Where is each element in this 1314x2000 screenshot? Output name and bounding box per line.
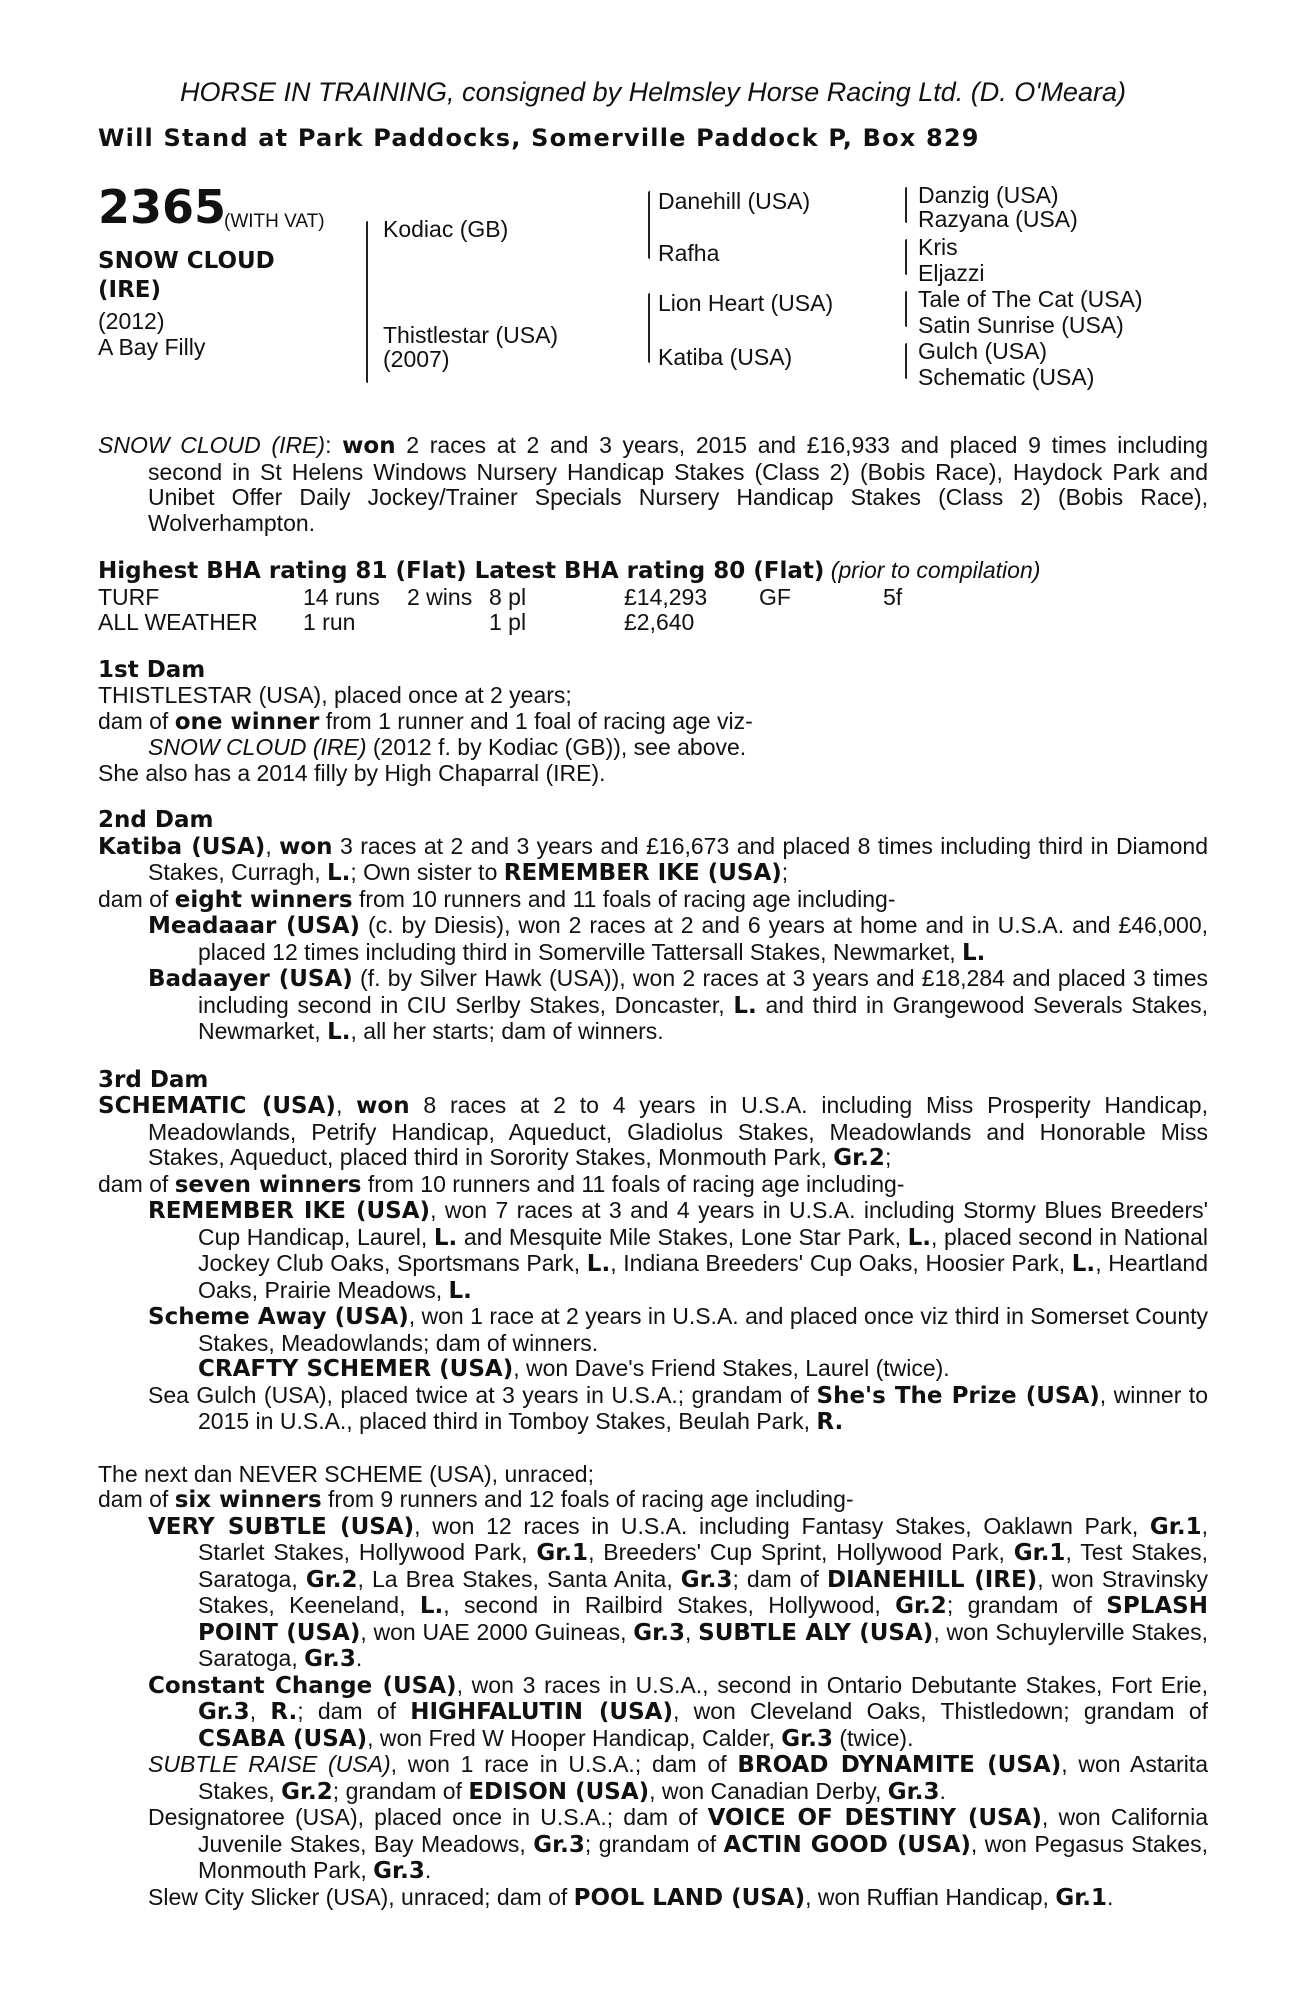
section-heading: 2nd Dam <box>98 807 214 833</box>
race-record-table <box>98 585 1208 636</box>
record-cell: GF <box>759 583 791 610</box>
record-cell: 2 wins <box>407 583 473 610</box>
dam-entry: THISTLESTAR (USA), placed once at 2 years; <box>98 682 572 708</box>
fourth-dam-section <box>98 1462 1208 1912</box>
dam-produce-line: dam of seven winners from 10 runners and 11 foals of racing age including- <box>98 1170 905 1198</box>
dam-entry: Katiba (USA), won 3 races at 2 and 3 years and £16,673 and placed 8 times including third in Diamond Stakes, Curragh, L.; Own sister to REMEMBER IKE (USA); <box>98 832 1208 886</box>
ratings-section <box>98 558 1208 636</box>
ratings-line: Highest BHA rating 81 (Flat) Latest BHA rating 80 (Flat) (prior to compilation) <box>98 557 1041 584</box>
produce-entry: Designatoree (USA), placed once in U.S.A.; dam of VOICE OF DESTINY (USA), won California Juvenile Stakes, Bay Meadows, Gr.3; grandam of ACTIN GOOD (USA), won Pegasus Stakes, Monmouth Park, Gr.3. <box>148 1804 1208 1884</box>
dam-year: (2007) <box>383 346 450 372</box>
third-dam-section <box>98 1068 1208 1436</box>
section-heading: 1st Dam <box>98 656 206 683</box>
catalogue-page <box>98 77 1209 1911</box>
pedigree-section <box>98 181 1208 411</box>
record-cell: 5f <box>883 583 903 610</box>
section-heading: 3rd Dam <box>98 1066 209 1093</box>
lot-number: 2365 <box>98 180 227 234</box>
foaling-year: (2012) <box>98 308 165 334</box>
produce-entry: REMEMBER IKE (USA), won 7 races at 3 and 4 years in U.S.A. including Stormy Blues Breeders' Cup Handicap, Laurel, L. and Mesquite Mile Stakes, Lone Star Park, L., placed second in National Jockey Club Oaks, Sportsmans Park, L., Indiana Breeders' Cup Oaks, Hoosier Park, L., Heartland Oaks, Prairie Meadows, L. <box>148 1197 1208 1304</box>
produce-entry: SNOW CLOUD (IRE) (2012 f. by Kodiac (GB)), see above. <box>148 734 747 760</box>
produce-entry: Meadaaar (USA) (c. by Diesis), won 2 races at 2 and 6 years at home and in U.S.A. and £46,000, placed 12 times including third in Somerville Tattersall Stakes, Newmarket, L. <box>148 912 1208 966</box>
produce-entry: Scheme Away (USA), won 1 race at 2 years in U.S.A. and placed once viz third in Somerset County Stakes, Meadowlands; dam of winners. <box>148 1303 1209 1356</box>
sire-dam-sire: Kris <box>918 234 958 260</box>
record-cell: £2,640 <box>624 609 695 635</box>
produce-entry: Badaayer (USA) (f. by Silver Hawk (USA)), won 2 races at 3 years and £18,284 and placed 3 times including second in CIU Serlby Stakes, Doncaster, L. and third in Grangewood Severals Stakes, Newmarket, L., all her starts; dam of winners. <box>148 965 1208 1045</box>
record-cell: £14,293 <box>624 583 708 610</box>
sire-sire-sire: Danzig (USA) <box>918 182 1059 208</box>
dam-sire: Lion Heart (USA) <box>658 290 834 316</box>
pedigree-brace <box>905 291 907 327</box>
horse-name-line1: SNOW CLOUD <box>98 248 275 274</box>
pedigree-brace <box>905 239 907 275</box>
produce-sub-entry: CRAFTY SCHEMER (USA), won Dave's Friend Stakes, Laurel (twice). <box>198 1355 950 1382</box>
dam-note: She also has a 2014 filly by High Chaparral (IRE). <box>98 759 606 786</box>
sire-dam-dam: Eljazzi <box>918 260 985 286</box>
stand-location: Will Stand at Park Paddocks, Somerville Paddock P, Box 829 <box>98 123 980 152</box>
dam-dam-sire: Gulch (USA) <box>918 338 1048 364</box>
produce-entry: Sea Gulch (USA), placed twice at 3 years in U.S.A.; grandam of She's The Prize (USA), winner to 2015 in U.S.A., placed third in Tomboy Stakes, Beulah Park, R. <box>148 1381 1208 1435</box>
horse-name-line2: (IRE) <box>98 277 162 303</box>
second-dam-section <box>98 808 1208 1046</box>
first-dam-section <box>98 658 1208 787</box>
record-cell <box>759 610 849 636</box>
dam-sire-sire: Tale of The Cat (USA) <box>918 286 1143 312</box>
pedigree-brace <box>905 343 907 379</box>
pedigree-brace <box>366 221 368 383</box>
dam-produce-line: dam of eight winners from 10 runners and 11 foals of racing age including- <box>98 885 896 913</box>
record-cell: 14 runs <box>303 583 380 610</box>
horse-description: A Bay Filly <box>98 334 206 360</box>
race-summary: SNOW CLOUD (IRE): won 2 races at 2 and 3 years, 2015 and £16,933 and placed 9 times including second in St Helens Windows Nursery Handicap Stakes (Class 2) (Bobis Race), Haydock Park and Unibet Offer Daily Jockey/Trainer Specials Nursery Handicap Stakes (Class 2) (Bobis Race), Wolverhampton. <box>98 432 1209 536</box>
dam-entry: The next dan NEVER SCHEME (USA), unraced; <box>98 1460 594 1487</box>
dam-dam: Katiba (USA) <box>658 344 793 370</box>
record-cell: TURF <box>98 583 160 610</box>
produce-entry: VERY SUBTLE (USA), won 12 races in U.S.A. including Fantasy Stakes, Oaklawn Park, Gr.1, Starlet Stakes, Hollywood Park, Gr.1, Breeders' Cup Sprint, Hollywood Park, Gr.1, Test Stakes, Saratoga, Gr.2, La Brea Stakes, Santa Anita, Gr.3; dam of DIANEHILL (IRE), won Stravinsky Stakes, Keeneland, L., second in Railbird Stakes, Hollywood, Gr.2; grandam of SPLASH POINT (USA), won UAE 2000 Guineas, Gr.3, SUBTLE ALY (USA), won Schuylerville Stakes, Saratoga, Gr.3. <box>148 1512 1209 1672</box>
horse-name <box>98 247 318 305</box>
record-cell: 1 pl <box>489 609 527 635</box>
dam: Thistlestar (USA) <box>383 322 559 348</box>
dam-produce-line: dam of six winners from 9 runners and 12 foals of racing age including- <box>98 1486 854 1513</box>
record-cell: ALL WEATHER <box>98 609 258 635</box>
vat-label: (WITH VAT) <box>224 211 325 232</box>
pedigree-brace <box>648 293 650 363</box>
sire-sire: Danehill (USA) <box>658 188 811 214</box>
pedigree-brace <box>648 191 650 259</box>
record-cell: 8 pl <box>489 583 527 610</box>
dam-dam-dam: Schematic (USA) <box>918 364 1095 390</box>
dam-sire-dam: Satin Sunrise (USA) <box>918 312 1124 338</box>
produce-entry: SUBTLE RAISE (USA), won 1 race in U.S.A.; dam of BROAD DYNAMITE (USA), won Astarita Stakes, Gr.2; grandam of EDISON (USA), won Canadian Derby, Gr.3. <box>148 1751 1208 1805</box>
sire-sire-dam: Razyana (USA) <box>918 206 1078 232</box>
pedigree-brace <box>905 187 907 223</box>
dam-entry: SCHEMATIC (USA), won 8 races at 2 to 4 years in U.S.A. including Miss Prosperity Handicap, Meadowlands, Petrify Handicap, Aqueduct, Gladiolus Stakes, Meadowlands and Honorable Miss Stakes, Aqueduct, placed third in Sorority Stakes, Monmouth Park, Gr.2; <box>98 1092 1208 1171</box>
dam-produce-line: dam of one winner from 1 runner and 1 foal of racing age viz- <box>98 707 753 735</box>
produce-entry: Slew City Slicker (USA), unraced; dam of POOL LAND (USA), won Ruffian Handicap, Gr.1. <box>148 1883 1114 1911</box>
consignor-header: HORSE IN TRAINING, consigned by Helmsley Horse Racing Ltd. (D. O'Meara) <box>180 77 1126 107</box>
produce-entry: Constant Change (USA), won 3 races in U.S.A., second in Ontario Debutante Stakes, Fort Erie, Gr.3, R.; dam of HIGHFALUTIN (USA), won Cleveland Oaks, Thistledown; grandam of CSABA (USA), won Fred W Hooper Handicap, Calder, Gr.3 (twice). <box>148 1671 1209 1752</box>
record-cell <box>407 610 489 636</box>
sire-dam: Rafha <box>658 240 720 266</box>
record-cell: 1 run <box>303 609 356 635</box>
sire: Kodiac (GB) <box>383 216 509 242</box>
